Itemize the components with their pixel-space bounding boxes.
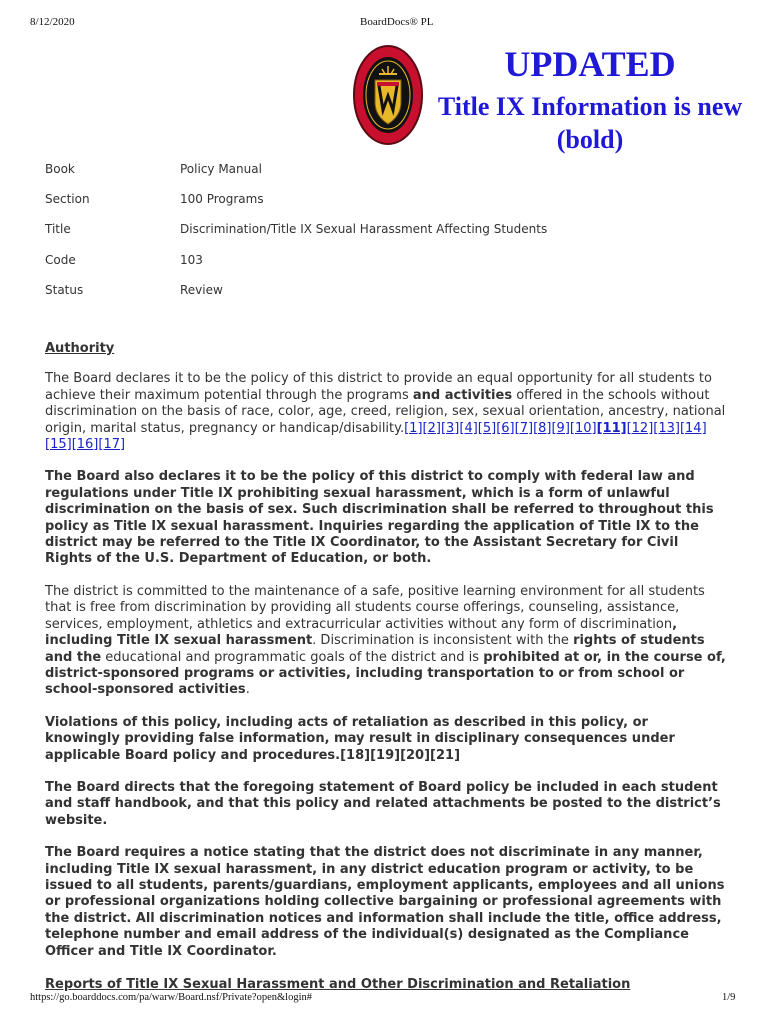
p1-text-2: offered in the schools without discrimination on the basis of race, color, age, creed, religion, sex, sexual orientation, ancestry, national origin, marital status, pregnancy or handicap/disability. [45,387,726,436]
reference-link[interactable]: [9] [551,420,570,436]
reference-link[interactable]: [8] [533,420,552,436]
policy-body [45,340,727,1007]
paragraph-equal-opportunity [45,371,727,453]
reference-link[interactable]: [16] [71,437,99,453]
reference-link[interactable]: [18] [340,747,371,763]
district-seal [352,44,424,146]
print-site-name: BoardDocs® PL [360,16,434,28]
meta-row-book [45,162,725,192]
meta-row-status [45,283,725,313]
meta-value: 100 Programs [180,192,264,207]
banner-updated: UPDATED [504,44,676,84]
reference-link[interactable]: [12] [626,420,654,436]
p1-bold-text: and activities [412,387,513,403]
print-page-number: 1/9 [722,992,736,1003]
reference-link[interactable]: [19] [370,747,401,763]
reference-link[interactable]: [10] [569,420,597,436]
meta-value: Policy Manual [180,162,262,176]
print-url: https://go.boarddocs.com/pa/warw/Board.nsf/Private?open&login# [30,992,312,1003]
paragraph-safe-environment [45,584,727,699]
p4-references [340,748,460,763]
p3-text-3: educational and programmatic goals of the district and is [101,649,484,665]
meta-value: 103 [180,252,203,267]
meta-label: Section [45,192,90,207]
reports-heading: Reports of Title IX Sexual Harassment and Other Discrimination and Retaliation [45,977,631,992]
reference-link[interactable]: [4] [459,420,478,436]
reference-link[interactable]: [6] [496,420,515,436]
p3-bold-1: , including Title IX sexual harassment [45,616,678,649]
meta-label: Book [45,162,75,176]
reference-link[interactable]: [15] [45,437,72,453]
meta-value: Review [180,282,223,297]
reference-link[interactable]: [7] [514,420,534,436]
reference-link[interactable]: [13] [653,420,680,436]
reference-link[interactable]: [20] [400,747,431,763]
reference-link[interactable]: [3] [440,420,460,436]
p3-bold-3: prohibited at or, in the course of, district-sponsored programs or activities, including transportation to or from school or school-sponsored activities [45,649,726,698]
meta-value: Discrimination/Title IX Sexual Harassment Affecting Students [180,222,548,237]
meta-label: Title [45,222,71,237]
meta-row-title [45,222,725,252]
paragraph-title-ix-policy: The Board also declares it to be the policy of this district to comply with federal law and regulations under Title IX prohibiting sexual harassment, which is a form of unlawful discrimination on the basis of sex. Such discrimination shall be referred to throughout this policy as Title IX sexual harassment. Inquiries regarding the application of Title IX to the district may be referred to the Title IX Coordinator, to the Assistant Secretary for Civil Rights of the U.S. Department of Education, or both. [45,469,714,567]
meta-label: Status [45,282,84,297]
reference-link[interactable]: [5] [477,420,497,436]
p3-text-4: . [245,682,250,698]
p1-text: The Board declares it to be the policy of this district to provide an equal opportunity for all students to achieve their maximum potential through the programs [45,371,712,403]
reference-link[interactable]: [2] [422,420,441,436]
district-seal-graphic [352,44,424,146]
policy-meta-table [45,162,725,313]
banner-bold-note: (bold) [556,125,624,154]
p3-text-2: . Discrimination is inconsistent with the [312,633,574,649]
banner-title-ix-note: Title IX Information is new [437,92,743,121]
paragraph-notice: The Board requires a notice stating that the district does not discriminate in any manner, including Title IX sexual harassment, in any district education program or activity, to be issued to all students, parents/guardians, employment applicants, employees and all unions or professional organizations holding collective bargaining or professional agreements with the district. All discrimination notices and information shall include the title, office address, telephone number and email address of the individual(s) designated as the Compliance Officer and Title IX Coordinator. [45,845,725,959]
reference-link[interactable]: [1] [404,420,423,436]
p3-text-1: The district is committed to the maintenance of a safe, positive learning environment for all students that is free from discrimination by providing all students course offerings, counseling, assistance, services, employment, athletics and extracurricular activities without any form of discrimination [45,583,705,632]
print-date: 8/12/2020 [30,16,75,28]
meta-label: Code [45,252,76,267]
p3-bold-2: rights of students and the [45,633,705,665]
paragraph-violations [45,715,727,764]
meta-row-code [45,253,725,283]
reference-link[interactable]: [17] [98,437,126,453]
paragraph-handbook: The Board directs that the foregoing statement of Board policy be included in each student and staff handbook, and that this policy and related attachments be posted to the district’s website. [45,779,721,828]
reference-link[interactable]: [21] [430,747,461,763]
meta-row-section [45,192,725,222]
authority-heading: Authority [45,341,115,356]
reference-link[interactable]: [14] [679,420,707,436]
reference-link[interactable]: [11] [596,420,627,436]
p4-text: Violations of this policy, including acts of retaliation as described in this policy, or knowingly providing false information, may result in disciplinary consequences under applicable Board policy and procedures. [45,714,675,763]
